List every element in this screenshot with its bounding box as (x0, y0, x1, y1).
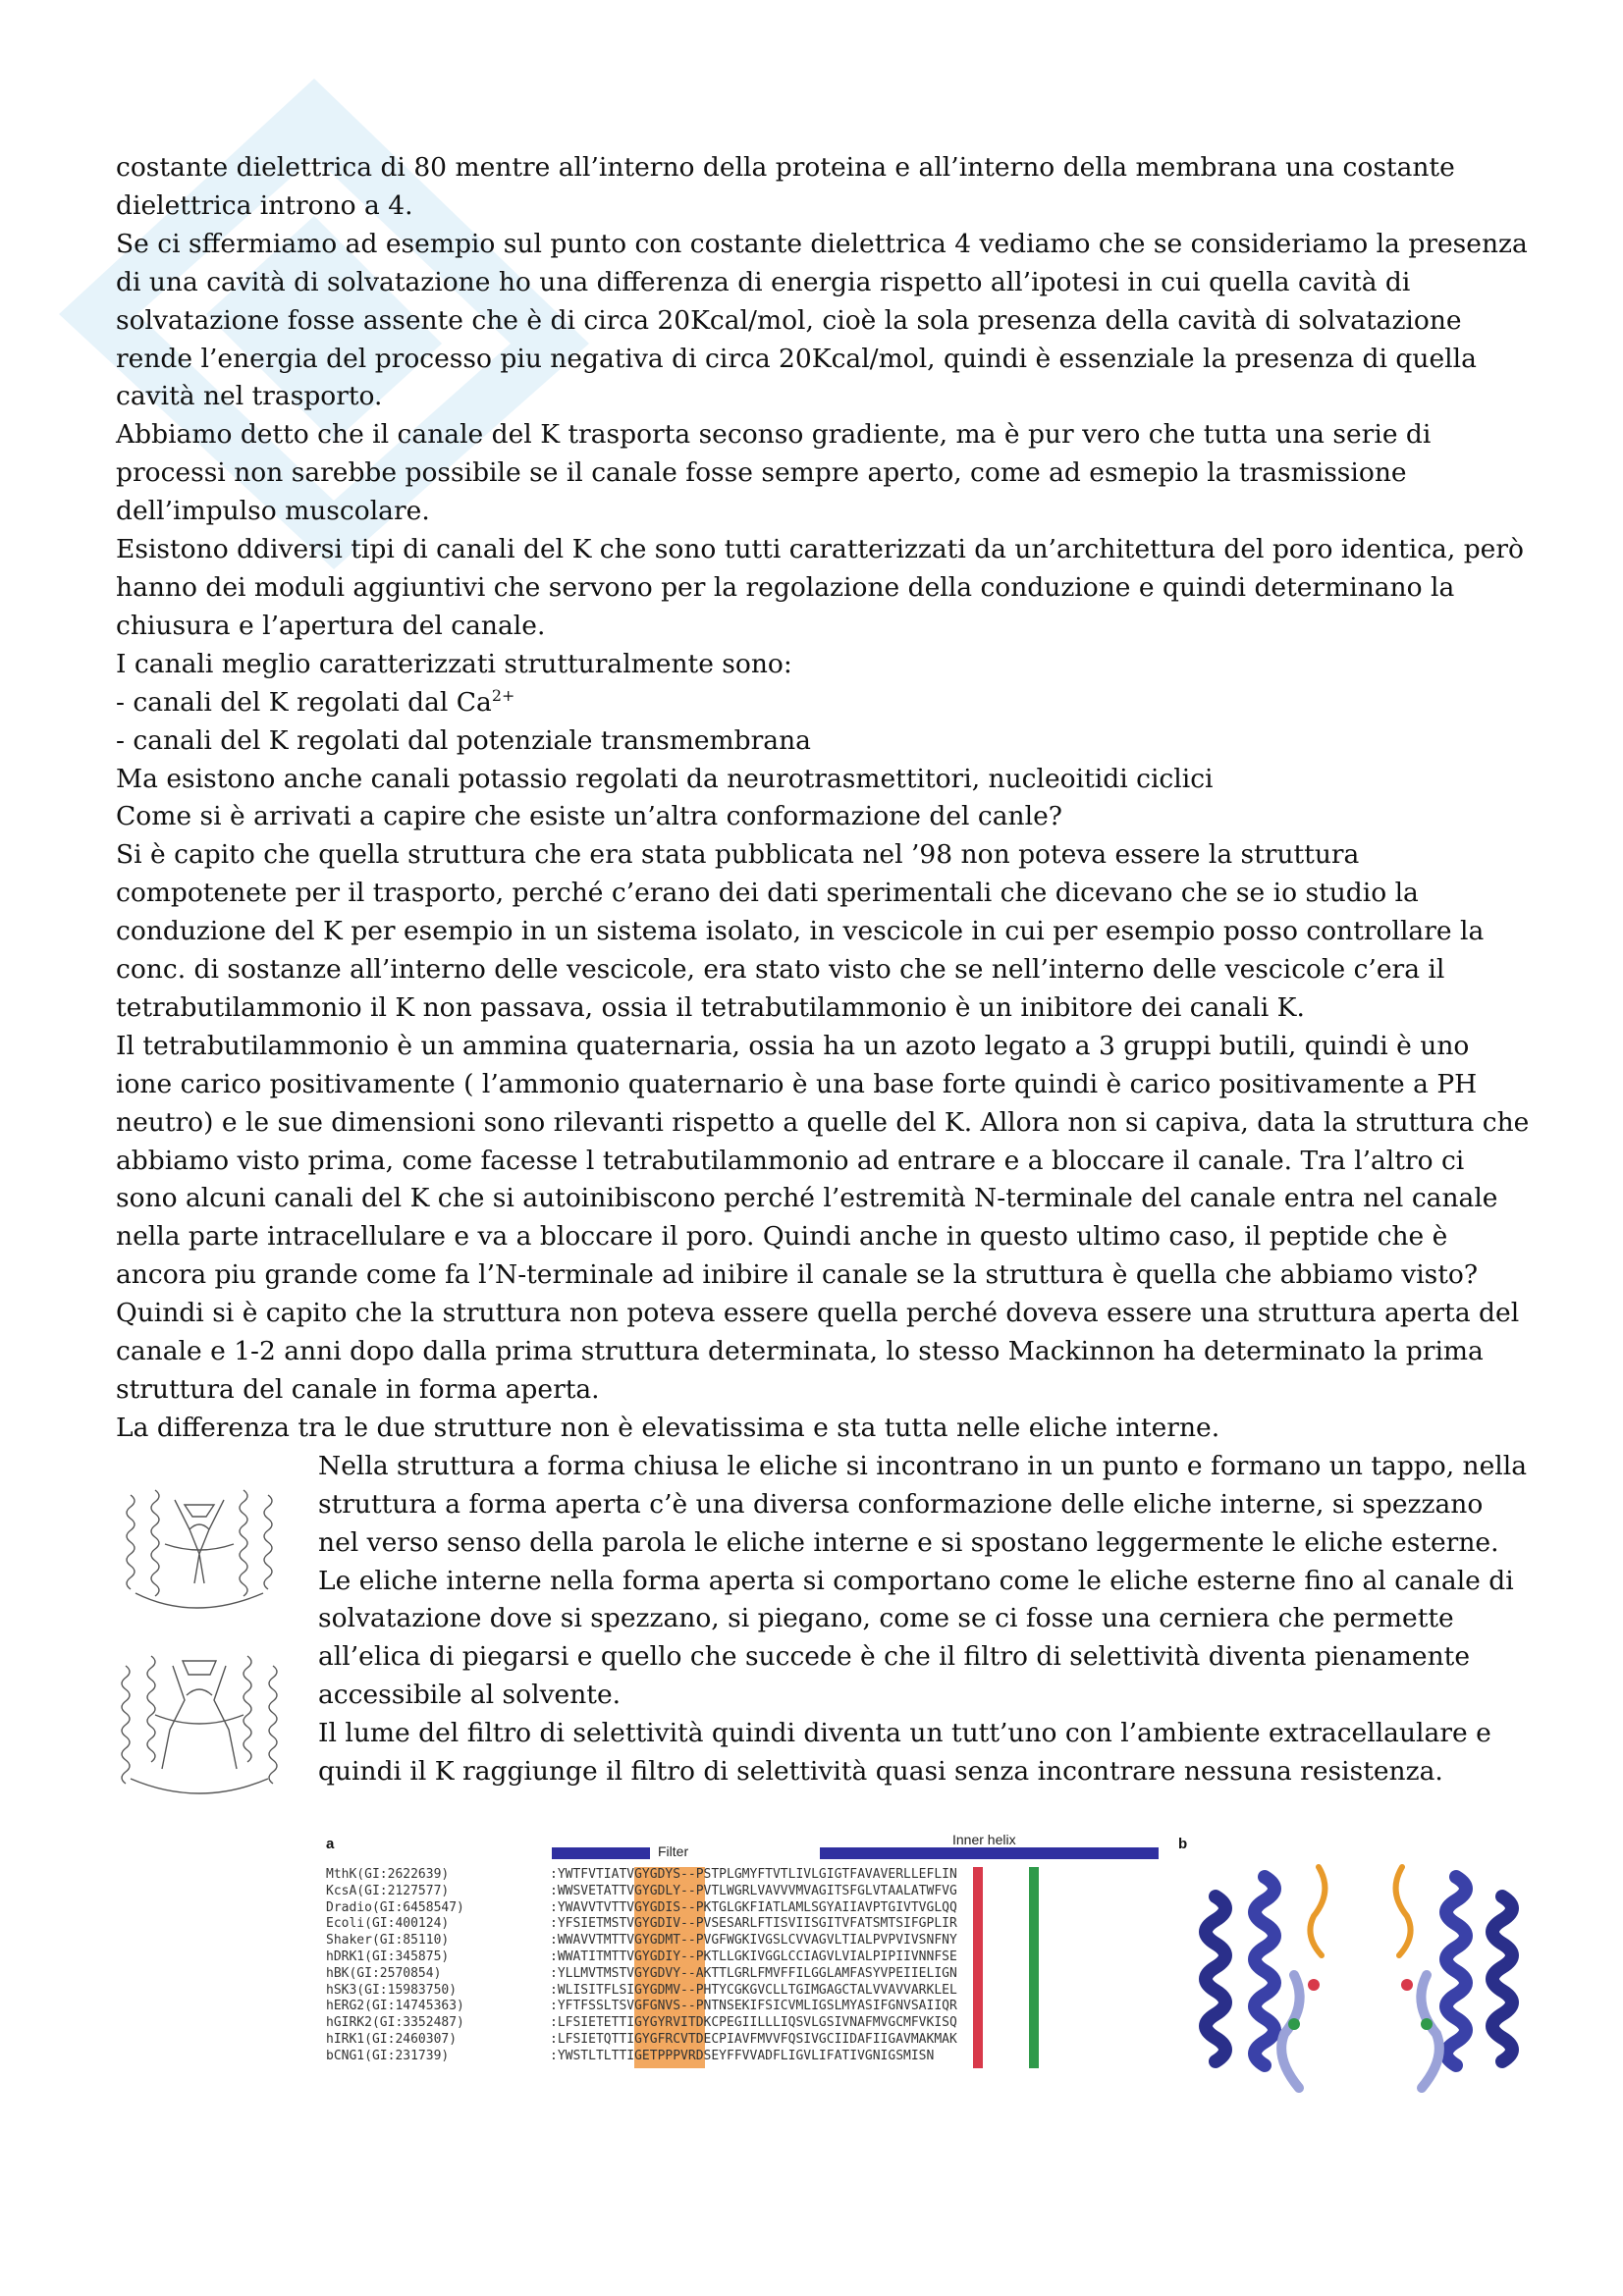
filter-bar (552, 1847, 650, 1859)
paragraph: Nella struttura a forma chiusa le eliche si incontrano in un punto e formano un tappo, nella struttura a forma aperta c’è una diversa conformazione delle eliche interne, si spezzano nel verso senso della parola le eliche interne e si spostano leggermente le eliche esterne. Le eliche interne nella forma aperta si comportano come le eliche esterne fino al canale di solvatazione dove si spezzano, si piegano, come se ci fosse una cerniera che permette all’elica di piegarsi e quello che succede è che il filtro di selettività diventa pienamente accessibile al solvente. (318, 1450, 1528, 1711)
inner-helix-bar (820, 1847, 1159, 1859)
document-body (116, 149, 1530, 1791)
hinge-glycine-highlight-band (973, 1867, 983, 2068)
conserved-residue-highlight-band (1029, 1867, 1039, 2068)
sequence-alignment: :YWTFVTIATVGYGDYS--PSTPLGMYFTVTLIVLGIGTFAVAVERLLEFLIN :WWSVETATTVGYGDLY--PVTLWGRLVAVVVMVAGITSFGLVTAALATWFVG :YWAVVTVTTVGYGDIS--PKTGLGKFIATLAMLSGYAIIAVPTGIVTVGLQQ :YFSIETMSTVGYGDIV--PVSESARLFTISVIISGITVFATSMTSIFGPLIR :WWAVVTMTTVGYGDMT--PVGFWGKIVGSLCVVAGVLTIALPVPVIVSNFNY :WWATITMTTVGYGDIY--PKTLLGKIVGGLCCIAGVLVIALPIPIIVNNFSE :YLLMVTMSTVGYGDVY--AKTTLGRLFMVFFILGGLAMFASYVPEIIELIGN :WLISITFLSIGYGDMV--PHTYCGKGVCLLTGIMGAGCTALVVAVVARKLEL :YFTFSSLTSVGFGNVS--PNTNSEKIFSICVMLIGSLMYASIFGNVSAIIQR :LFSIETETTIGYGYRVITDKCPEGIILLLIQSVLGSIVNAFMVGCMFVKISQ :LFSIETQTTIGYGFRCVTDECPIAVFMVVFQSIVGCIIDAFIIGAVMAKMAK :YWSTLTLTTIGETPPPVRDSEYFFVVADFLIGVLIFATIVGNIGSMISN (550, 1867, 957, 2063)
figure-text-block (116, 1448, 1530, 1791)
paragraph: Quindi si è capito che la struttura non poteva essere quella perché doveva essere una struttura aperta del canale e 1-2 anni dopo dalla prima struttura determinata, lo stesso Mackinnon ha determinato la prima struttura del canale in forma aperta. (116, 1298, 1520, 1405)
paragraph: I canali meglio caratterizzati strutturalmente sono: (116, 648, 792, 679)
list-item: - canali del K regolati dal potenziale transmembrana (116, 724, 811, 756)
paragraph: Se ci sffermiamo ad esempio sul punto con costante dielettrica 4 vediamo che se consideriamo la presenza di una cavità di solvatazione ho una differenza di energia rispetto all’ipotesi in cui quella cavità di solvatazione fosse assente che è di circa 20Kcal/mol, cioè la sola presenza della cavità di solvatazione rende l’energia del processo piu negativa di circa 20Kcal/mol, quindi è essenziale la presenza di quella cavità nel trasporto. (116, 228, 1528, 412)
paragraph: Si è capito che quella struttura che era stata pubblicata nel ’98 non poteva essere la struttura compotenete per il trasporto, perché c’erano dei dati sperimentali che dicevano che se io studio la conduzione del K per esempio in un sistema isolato, in vescicole in cui per esempio posso controllare la conc. di sostanze all’interno delle vescicole, era stato visto che se nell’interno delle vescicole c’era il tetrabutilammonio il K non passava, ossia il tetrabutilammonio è un inibitore dei canali K. (116, 839, 1485, 1023)
alignment-figure (324, 1832, 1527, 2126)
sequence-name-list: MthK(GI:2622639) KcsA(GI:2127577) Dradio(GI:6458547) Ecoli(GI:400124) Shaker(GI:85110) hDRK1(GI:345875) hBK(GI:2570854) hSK3(GI:15983750) hERG2(GI:14745363) hGIRK2(GI:3352487) hIRK1(GI:2460307) bCNG1(GI:231739) (326, 1867, 464, 2063)
paragraph: Il lume del filtro di selettività quindi diventa un tutt’uno con l’ambiente extracellaulare e quindi il K raggiunge il filtro di selettività quasi senza incontrare nessuna resistenza. (318, 1718, 1491, 1788)
paragraph: Ma esistono anche canali potassio regolati da neurotrasmettitori, nucleoitidi ciclici (116, 763, 1214, 794)
paragraph: La differenza tra le due strutture non è elevatissima e sta tutta nelle eliche interne. (116, 1412, 1220, 1443)
closed-channel-structure-image (116, 1485, 283, 1632)
panel-a-label: a (326, 1836, 335, 1852)
structure-thumbnails (116, 1485, 293, 1813)
paragraph: Abbiamo detto che il canale del K trasporta seconso gradiente, ma è pur vero che tutta una serie di processi non sarebbe possibile se il canale fosse sempre aperto, come ad esmepio la trasmissione dell’impulso muscolare. (116, 419, 1432, 527)
filter-label: Filter (658, 1843, 689, 1859)
open-channel-structure-image (116, 1646, 283, 1813)
figure-description (318, 1448, 1530, 1791)
paragraph: Come si è arrivati a capire che esiste un’altra conformazione del canle? (116, 801, 1062, 832)
superscript: 2+ (491, 685, 515, 705)
paragraph: Esistono ddiversi tipi di canali del K che sono tutti caratterizzati da un’architettura del poro identica, però hanno dei moduli aggiuntivi che servono per la regolazione della conduzione e quindi determinano la chiusura e l’apertura del canale. (116, 534, 1524, 641)
open-channel-ribbon-image (1196, 1838, 1525, 2117)
inner-helix-label: Inner helix (952, 1832, 1016, 1847)
panel-b-label: b (1178, 1836, 1188, 1852)
list-item: - canali del K regolati dal $Ca^{2+}$ (116, 685, 515, 718)
paragraph: Il tetrabutilammonio è un ammina quaternaria, ossia ha un azoto legato a 3 gruppi butili, quindi è uno ione carico positivamente ( l’ammonio quaternario è una base forte quindi è carico positivamente a PH neutro) e le sue dimensioni sono rilevanti rispetto a quelle del K. Allora non si capiva, data la struttura che abbiamo visto prima, come facesse l tetrabutilammonio ad entrare e a bloccare il canale. Tra l’altro ci sono alcuni canali del K che si autoinibiscono perché l’estremità N-terminale del canale entra nel canale nella parte intracellulare e va a bloccare il poro. Quindi anche in questo ultimo caso, il peptide che è ancora piu grande come fa l’N-terminale ad inibire il canale se la struttura è quella che abbiamo visto? (116, 1030, 1530, 1291)
paragraph: costante dielettrica di 80 mentre all’interno della proteina e all’interno della membrana una costante dielettrica introno a 4. (116, 152, 1455, 221)
